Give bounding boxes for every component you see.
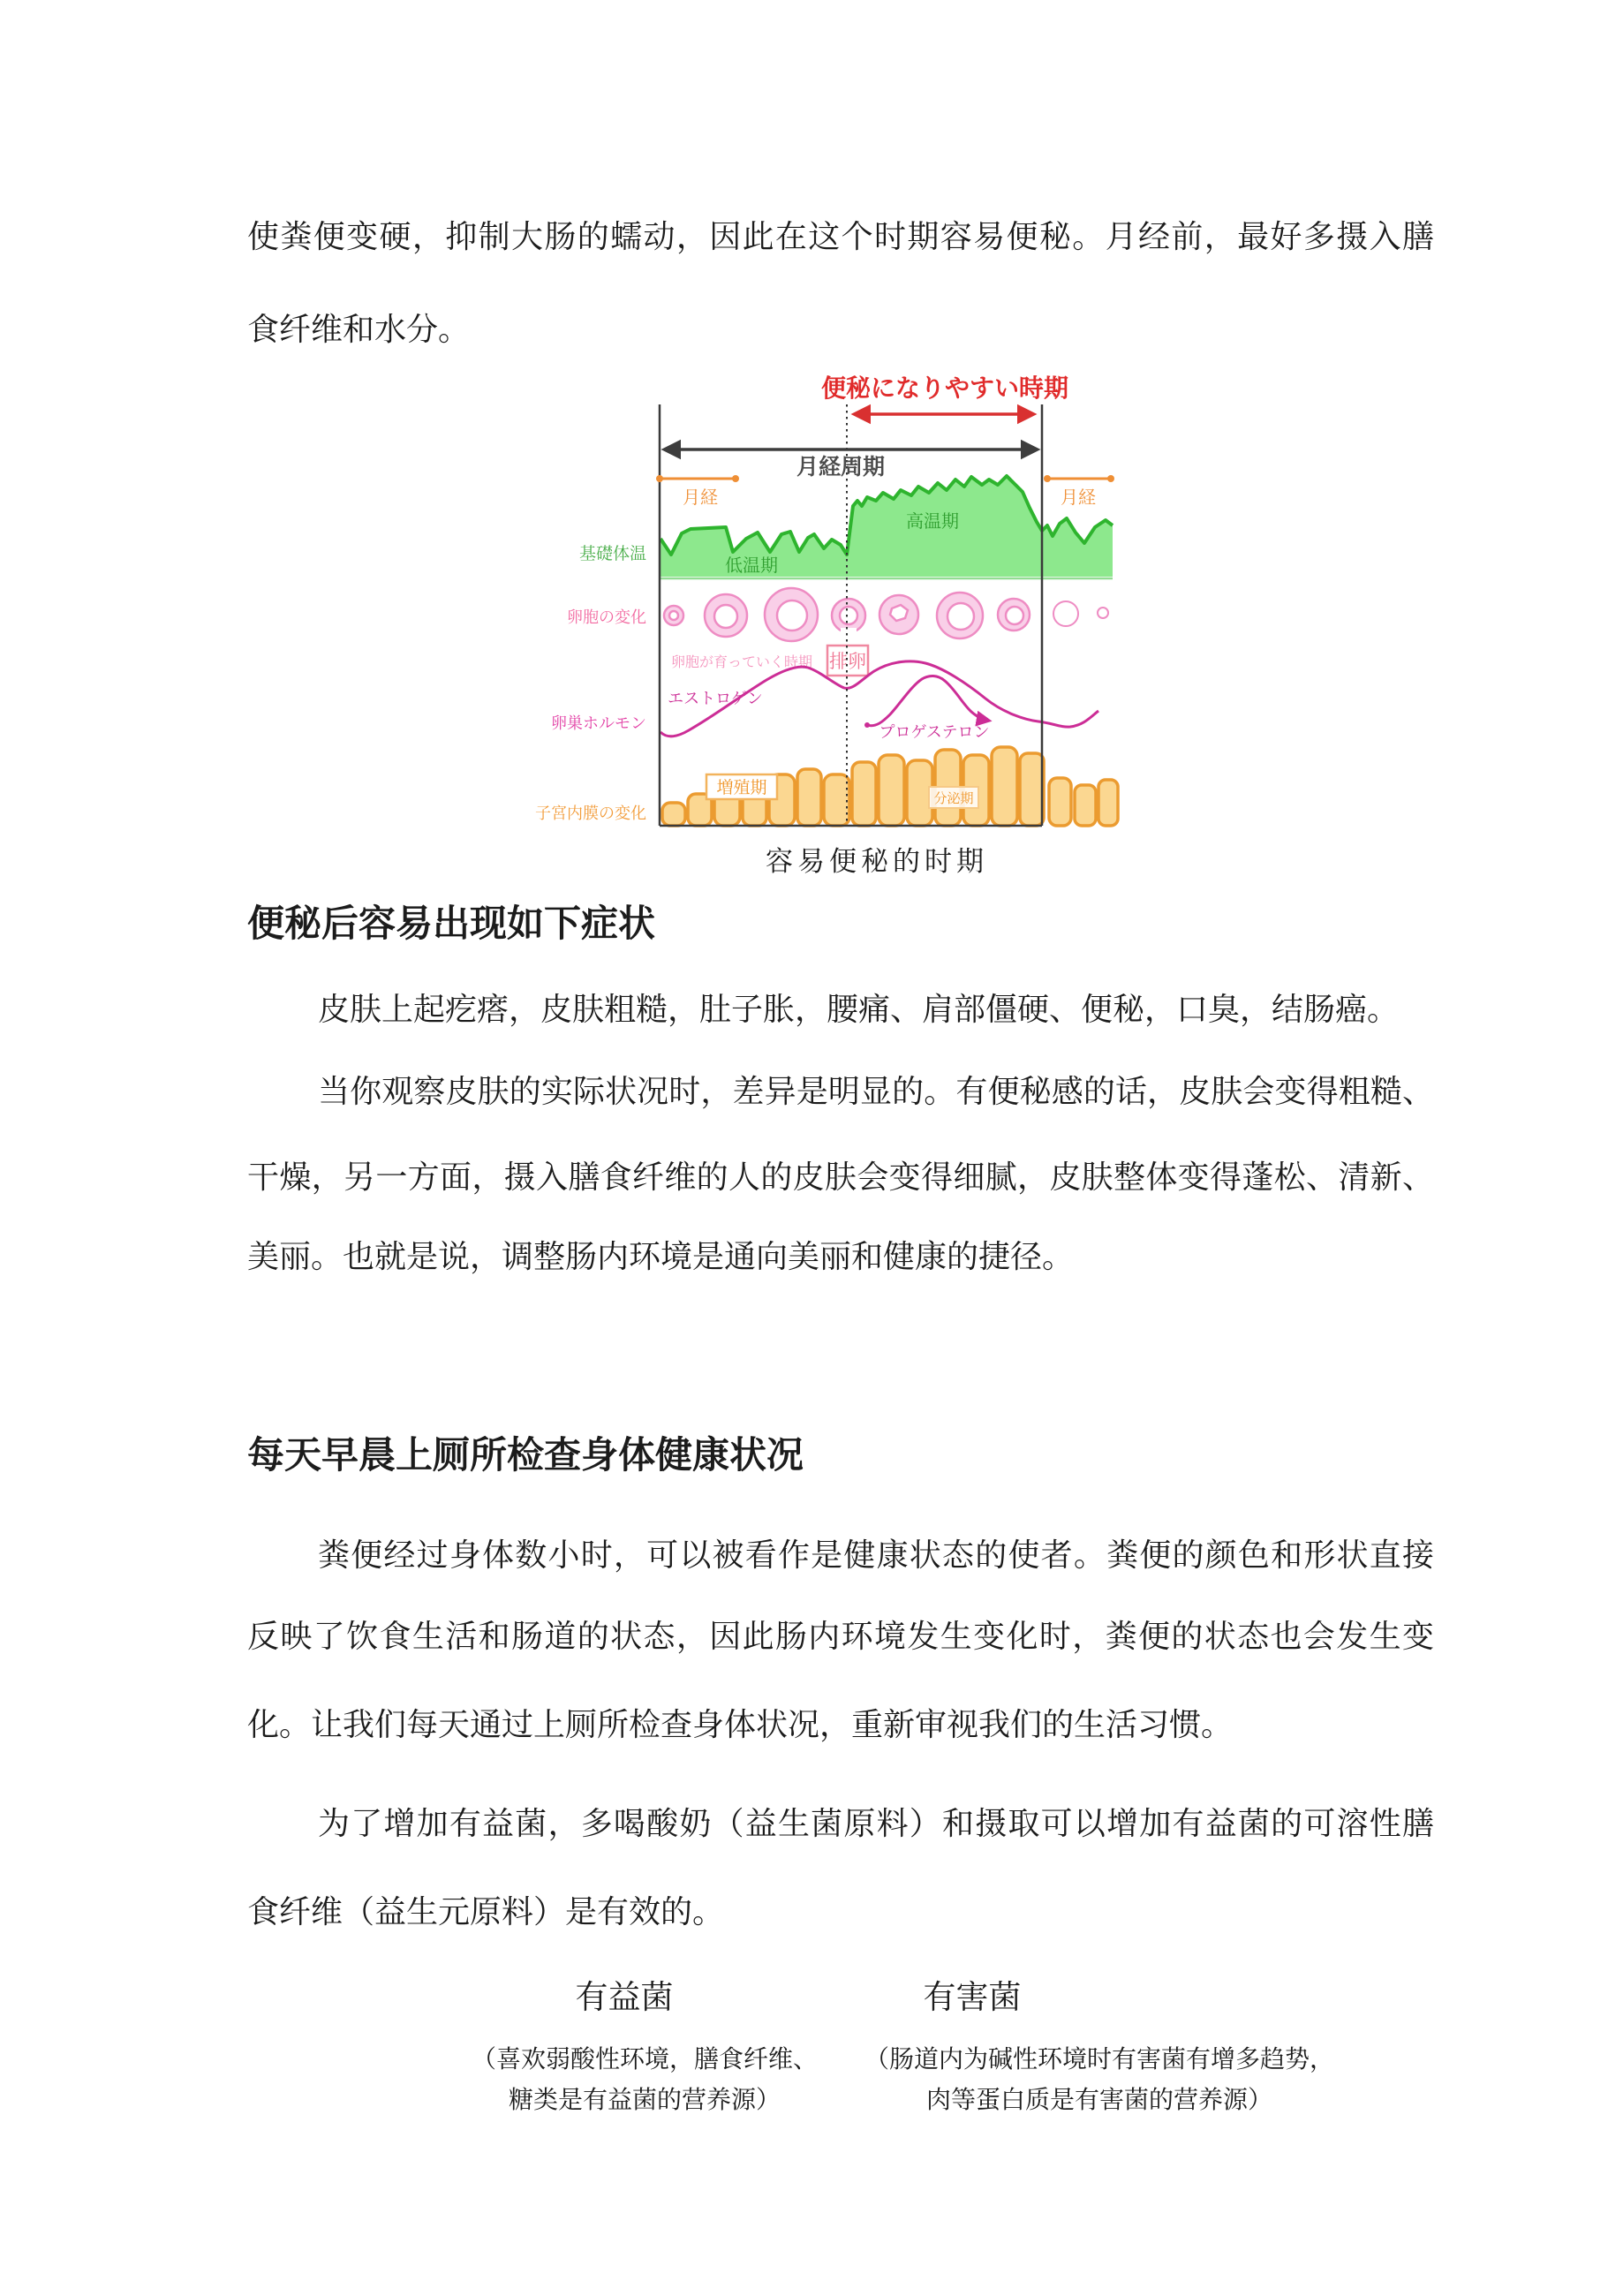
estrogen-label: エストロゲン [668,690,763,707]
menstrual-cycle-figure [530,375,1121,835]
cycle-span-label: 月経周期 [796,455,886,480]
low-temp-phase-label: 低温期 [725,556,778,576]
bad-bacteria-title: 有害菌 [923,1980,1022,2016]
paragraph-line: 使粪便变硬，抑制大肠的蠕动，因此在这个时期容易便秘。月经前，最好多摄入膳 [247,219,1434,254]
figure-caption: 容易便秘的时期 [766,846,988,877]
description-line: （肠道内为碱性环境时有害菌有增多趋势， [864,2046,1334,2073]
paragraph-line: 美丽。也就是说，调整肠内环境是通向美丽和健康的捷径。 [247,1239,1075,1274]
menses-left-label: 月経 [683,488,718,508]
endometrium-row-label: 子宮内膜の変化 [535,804,646,822]
description-line: 糖类是有益菌的营养源） [508,2087,781,2114]
description-line: （喜欢弱酸性环境，膳食纤维、 [471,2046,818,2073]
svg-text:増殖期: 増殖期 [716,779,767,797]
section-heading: 便秘后容易出现如下症状 [247,904,656,945]
progesterone-curve-start [864,722,870,728]
paragraph-line: 化。让我们每天通过上厕所检查身体状况，重新审视我们的生活习惯。 [247,1707,1234,1742]
high-temp-phase-label: 高温期 [906,512,959,532]
secretory-phase-badge [929,787,978,808]
good-bacteria-description [380,2040,910,2121]
menses-right-label: 月経 [1061,488,1096,508]
paragraph-line: 食纤维和水分。 [247,312,471,347]
good-bacteria-title: 有益菌 [575,1980,674,2016]
description-line: 肉等蛋白质是有害菌的营养源） [925,2087,1272,2114]
paragraph-line: 食纤维（益生元原料）是有效的。 [247,1894,725,1930]
paragraph-line: 干燥，另一方面，摄入膳食纤维的人的皮肤会变得细腻，皮肤整体变得蓬松、清新、 [247,1159,1434,1195]
progesterone-curve [867,676,989,725]
section-heading: 每天早晨上厕所检查身体健康状况 [247,1436,804,1477]
follicle-row-label: 卵胞の変化 [567,608,646,626]
progesterone-label: プロゲステロン [879,723,990,741]
ovarian-hormone-row-label: 卵巣ホルモン [551,714,646,732]
paragraph-line: 当你观察皮肤的实际状况时，差异是明显的。有便秘感的话，皮肤会变得粗糙、 [318,1074,1434,1109]
follicle-growing-label: 卵胞が育っていく時期 [670,655,813,670]
paragraph-line: 皮肤上起疙瘩，皮肤粗糙，肚子胀，腰痛、肩部僵硬、便秘，口臭，结肠癌。 [318,992,1400,1027]
paragraph-line: 粪便经过身体数小时，可以被看作是健康状态的使者。粪便的颜色和形状直接 [318,1537,1434,1573]
basal-temp-row-label: 基礎体温 [578,545,646,563]
menses-left-segment [656,475,739,482]
constipation-period-title: 便秘になりやすい時期 [820,375,1069,402]
bad-bacteria-description [834,2040,1364,2121]
proliferative-phase-badge [706,774,777,799]
menses-right-segment [1044,475,1114,482]
svg-text:排卵: 排卵 [829,652,866,672]
paragraph-line: 反映了饮食生活和肠道的状态，因此肠内环境发生变化时，粪便的状态也会发生变 [247,1619,1434,1654]
paragraph-line: 为了增加有益菌，多喝酸奶（益生菌原料）和摄取可以增加有益菌的可溶性膳 [318,1806,1434,1841]
svg-text:分泌期: 分泌期 [933,791,974,806]
